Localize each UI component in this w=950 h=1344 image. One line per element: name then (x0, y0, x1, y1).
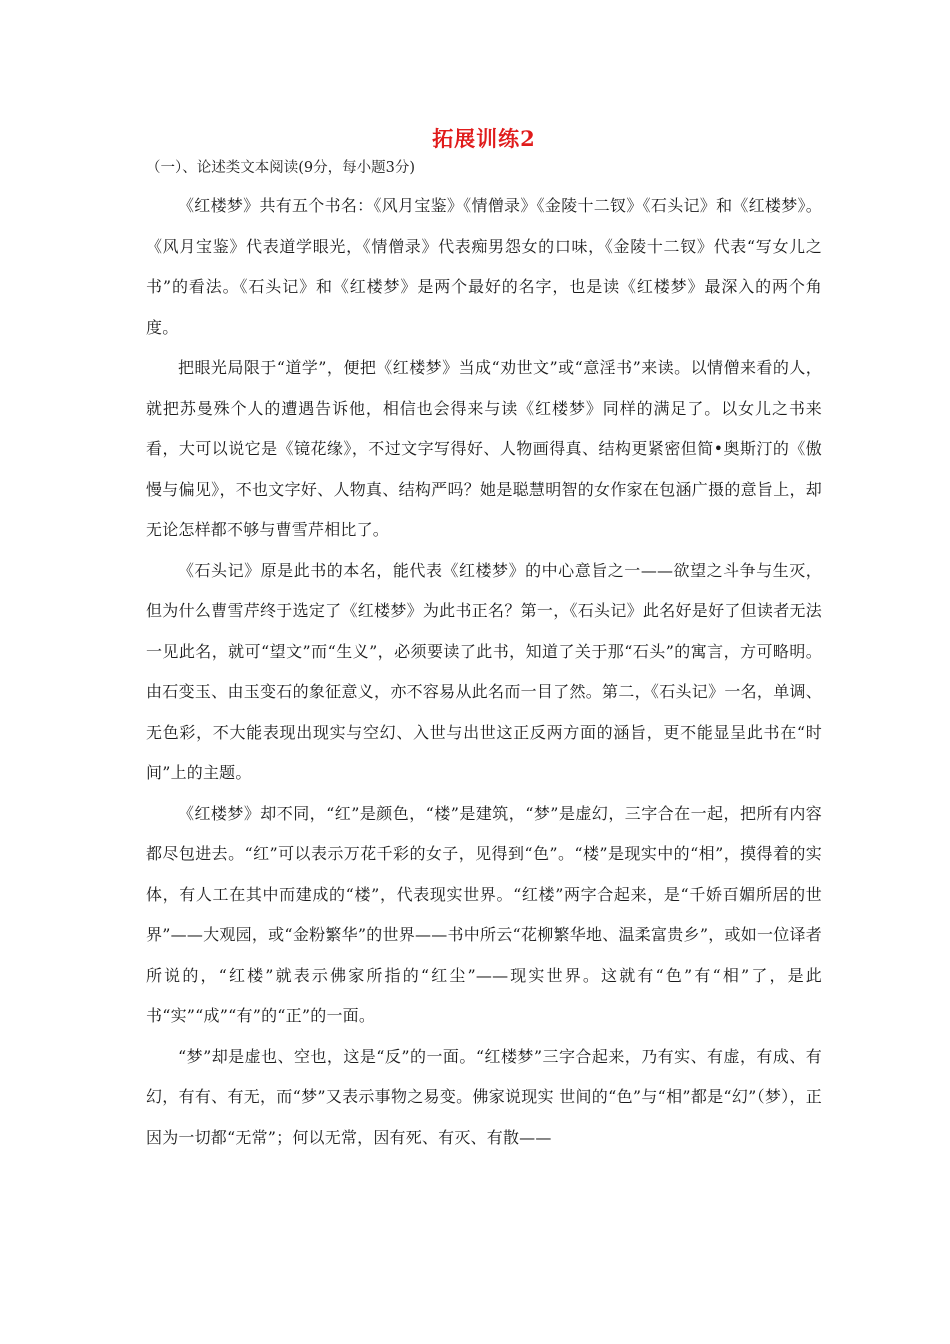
paragraph-5: “梦”却是虚也、空也，这是“反”的一面。“红楼梦”三字合起来，乃有实、有虚，有成、有幻，有有、有无，而“梦”又表示事物之易变。佛家说现实 世间的“色”与“相”都是“幻”（梦），正因为一切都“无常”；何以无常，因有死、有灭、有散—— (146, 1046, 822, 1147)
paragraph-1: 《红楼梦》共有五个书名：《风月宝鉴》《情僧录》《金陵十二钗》《石头记》和《红楼梦》。《风月宝鉴》代表道学眼光，《情僧录》代表痴男怨女的口味，《金陵十二钗》代表“写女儿之书”的看法。《石头记》和《红楼梦》是两个最好的名字，也是读《红楼梦》最深入的两个角度。 (146, 196, 822, 337)
paragraph-3: 《石头记》原是此书的本名，能代表《红楼梦》的中心意旨之一——欲望之斗争与生灭，但为什么曹雪芹终于选定了《红楼梦》为此书正名？第一，《石头记》此名好是好了但读者无法一见此名，就可“望文”而“生义”，必须要读了此书，知道了关于那“石头”的寓言，方可略明。由石变玉、由玉变石的象征意义，亦不容易从此名而一目了然。第二，《石头记》一名，单调、无色彩，不大能表现出现实与空幻、入世与出世这正反两方面的涵旨，更不能显呈此书在“时间”上的主题。 (146, 560, 822, 782)
paragraph-2: 把眼光局限于“道学”，便把《红楼梦》当成“劝世文”或“意淫书”来读。以情僧来看的人，就把苏曼殊个人的遭遇告诉他，相信也会得来与读《红楼梦》同样的满足了。以女儿之书来看，大可以说它是《镜花缘》，不过文字写得好、人物画得真、结构更紧密但简•奥斯汀的《傲慢与偏见》，不也文字好、人物真、结构严吗？她是聪慧明智的女作家在包涵广摄的意旨上，却无论怎样都不够与曹雪芹相比了。 (146, 358, 822, 539)
paragraph-4: 《红楼梦》却不同，“红”是颜色，“楼”是建筑，“梦”是虚幻，三字合在一起，把所有内容都尽包进去。“红”可以表示万花千彩的女子，见得到“色”。“楼”是现实中的“相”，摸得着的实体，有人工在其中而建成的“楼”，代表现实世界。“红楼”两字合起来，是“千娇百媚所居的世界”——大观园，或“金粉繁华”的世界——书中所云“花柳繁华地、温柔富贵乡”，或如一位译者所说的，“红楼”就表示佛家所指的“红尘”——现实世界。这就有“色”有“相”了，是此书“实”“成”“有”的“正”的一面。 (146, 803, 822, 1025)
document-title: 拓展训练2 (432, 126, 536, 151)
section-heading: （一）、论述类文本阅读(9分，每小题3分) (146, 160, 416, 176)
